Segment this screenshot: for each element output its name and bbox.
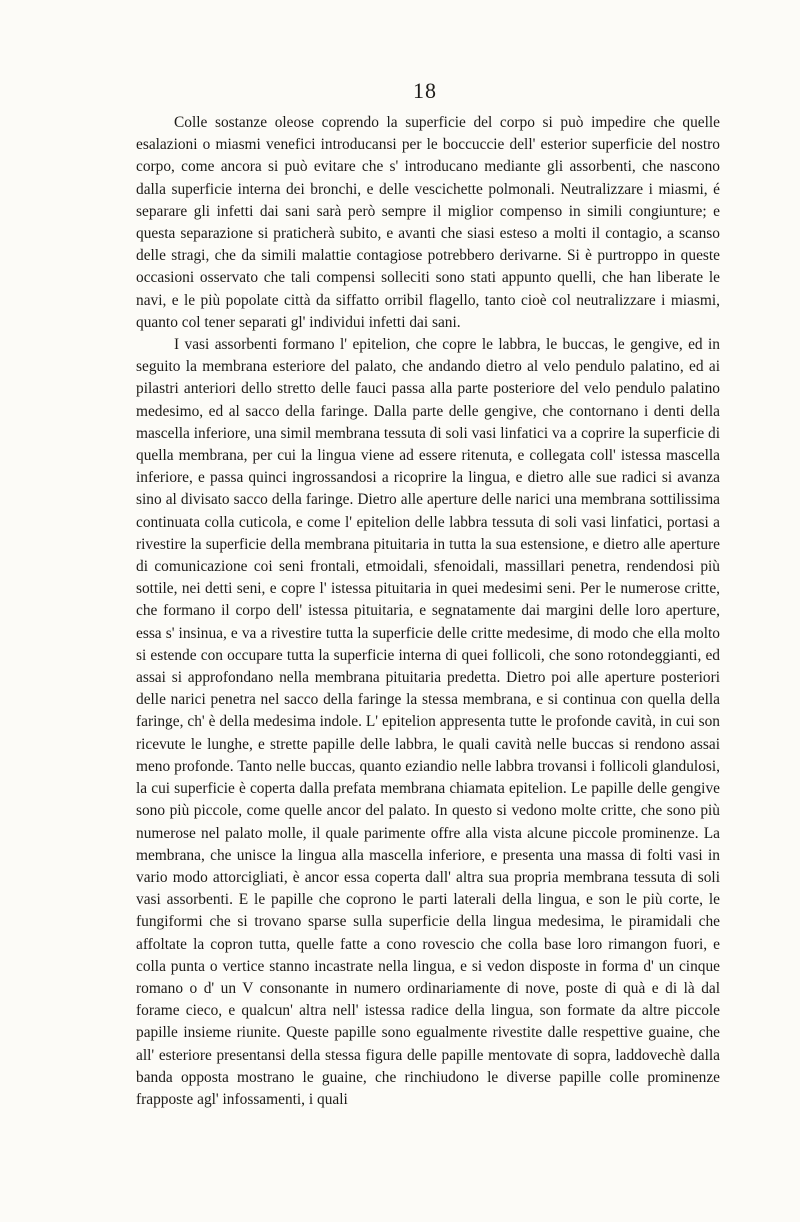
paragraph-1: Colle sostanze oleose coprendo la superficie del corpo si può impedire che quelle esalazioni o miasmi venefici introducansi per le boccuccie dell' esterior superficie del nostro corpo, come ancora si può evitare che s' introducano mediante gli assorbenti, che nascono dalla superficie interna dei bronchi, e delle vescichette polmonali. Neutralizzare i miasmi, é separare gli infetti dai sani sarà però sempre il miglior compenso in simili congiunture; e questa separazione si praticherà subito, e avanti che siasi esteso a molti il contagio, a scanso delle stragi, che da simili malattie contagiose potrebbero derivarne. Si è purtroppo in queste occasioni osservato che tali compensi solleciti sono stati appunto quelli, che han liberate le navi, e le più popolate città da siffatto orribil flagello, tanto cioè col neutralizzare i miasmi, quanto col tener separati gl' individui infetti dai sani. — [136, 114, 720, 331]
page-number: 18 — [413, 78, 437, 103]
paragraph-2: I vasi assorbenti formano l' epitelion, che copre le labbra, le buccas, le gengive, ed in seguito la membrana esteriore del palato, che andando dietro al velo pendulo palatino, ed ai pilastri anteriori dello stretto delle fauci passa alla parte posteriore del velo pendulo palatino medesimo, ed al sacco della faringe. Dalla parte delle gengive, che contornano i denti della mascella inferiore, una simil membrana tessuta di soli vasi linfatici va a coprire la superficie di quella membrana, per cui la lingua viene ad essere ritenuta, e collegata coll' istessa mascella inferiore, e passa quinci ingrossandosi a ricoprire la lingua, e dietro alle sue radici si avanza sino al divisato sacco della faringe. Dietro alle aperture delle narici una membrana sottilissima continuata colla cuticola, e come l' epitelion delle labbra tessuta di soli vasi linfatici, portasi a rivestire la superficie della membrana pituitaria in tutta la sua estensione, e dietro alle aperture di comunicazione coi seni frontali, etmoidali, sfenoidali, massillari penetra, rendendosi più sottile, nei detti seni, e copre l' istessa pituitaria in quei medesimi seni. Per le numerose critte, che formano il corpo dell' istessa pituitaria, e segnatamente dai margini delle loro aperture, essa s' insinua, e va a rivestire tutta la superficie delle critte medesime, di modo che ella molto si estende con occupare tutta la superficie interna di quei follicoli, che sono rotondeggianti, ed assai si approfondano nella membrana pituitaria predetta. Dietro poi alle aperture posteriori delle narici penetra nel sacco della faringe la stessa membrana, e si continua con quella della faringe, ch' è della medesima indole. L' epitelion appresenta tutte le profonde cavità, in cui son ricevute le lunghe, e strette papille delle labbra, le quali cavità nelle buccas si rendono assai meno profonde. Tanto nelle buccas, quanto eziandio nelle labbra trovansi i follicoli glandulosi, la cui superficie è coperta dalla prefata membrana chiamata epitelion. Le papille delle gengive sono più piccole, come quelle ancor del palato. In questo si vedono molte critte, che sono più numerose nel palato molle, il quale parimente offre alla vista alcune piccole prominenze. La membrana, che unisce la lingua alla mascella inferiore, e presenta una massa di folti vasi in vario modo attorcigliati, è ancor essa coperta dall' altra sua propria membrana tessuta di soli vasi assorbenti. E le papille che coprono le parti laterali della lingua, e son le più corte, le fungiformi che si trovano sparse sulla superficie della lingua medesima, le piramidali che affoltate la copron tutta, quelle fatte a cono rovescio che colla base loro rimangon fuori, e colla punta o vertice stanno incastrate nella lingua, e si vedon disposte in forma d' un cinque romano o d' un V consonante in numero ordinariamente di nove, poste di quà e di là dal forame cieco, e qualcun' altra nell' istessa radice della lingua, son formate da altre piccole papille insieme riunite. Queste papille sono egualmente rivestite dalle respettive guaine, che all' esteriore presentansi della stessa figura delle papille mentovate di sopra, laddovechè dalla banda opposta mostrano le guaine, che rinchiudono le diverse papille colle prominenze frapposte agl' infossamenti, i quali — [136, 336, 720, 1108]
body-text — [136, 112, 720, 1111]
